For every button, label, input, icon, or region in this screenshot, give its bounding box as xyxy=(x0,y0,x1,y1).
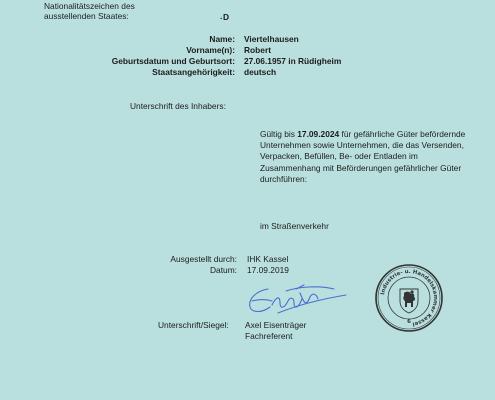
holder-signature-label: Unterschrift des Inhabers: xyxy=(130,101,226,111)
nationality-label xyxy=(44,1,135,21)
issue-date-value: 17.09.2019 xyxy=(247,265,289,275)
seal-lion-emblem xyxy=(400,289,418,313)
issue-date-label: Datum: xyxy=(210,265,237,275)
nationality-label-line2: ausstellenden Staates: xyxy=(44,11,129,21)
citizenship-label: Staatsangehörigkeit: xyxy=(152,67,235,77)
validity-text: für gefährliche Güter befördernde Unternehmen sowie Unternehmen, die das Versenden, Verpacken, Befüllen, Be- oder Entladen im Zusammenhang mit Beförderungen gefährlicher Güter durchführen: xyxy=(260,129,466,184)
issued-by-value: IHK Kassel xyxy=(247,254,289,264)
nationality-value: D xyxy=(223,12,230,22)
birth-label: Geburtsdatum und Geburtsort: xyxy=(111,56,235,66)
name-value: Viertelhausen xyxy=(244,34,299,44)
seal-number: 6 xyxy=(407,319,411,325)
citizenship-value: deutsch xyxy=(244,67,277,77)
validity-prefix: Gültig bis xyxy=(260,129,298,139)
nationality-label-line1: Nationalitätszeichen des xyxy=(44,1,135,11)
transport-mode: im Straßenverkehr xyxy=(260,221,329,231)
signatory-label: Unterschrift/Siegel: xyxy=(158,320,229,330)
name-label: Name: xyxy=(209,34,235,44)
birth-value: 27.06.1957 in Rüdigheim xyxy=(244,56,342,66)
seal-text: Industrie- u. Handelskammer Kassel xyxy=(380,268,439,327)
nationality-dot: · xyxy=(220,13,223,23)
validity-date: 17.09.2024 xyxy=(297,129,340,139)
official-seal xyxy=(374,263,444,333)
signatory-title: Fachreferent xyxy=(245,331,293,341)
validity-paragraph xyxy=(260,129,475,185)
firstname-value: Robert xyxy=(244,45,271,55)
firstname-label: Vorname(n): xyxy=(186,45,235,55)
handwritten-signature xyxy=(238,283,350,323)
signatory-name: Axel Eisenträger xyxy=(245,320,307,330)
issued-by-label: Ausgestellt durch: xyxy=(170,254,237,264)
